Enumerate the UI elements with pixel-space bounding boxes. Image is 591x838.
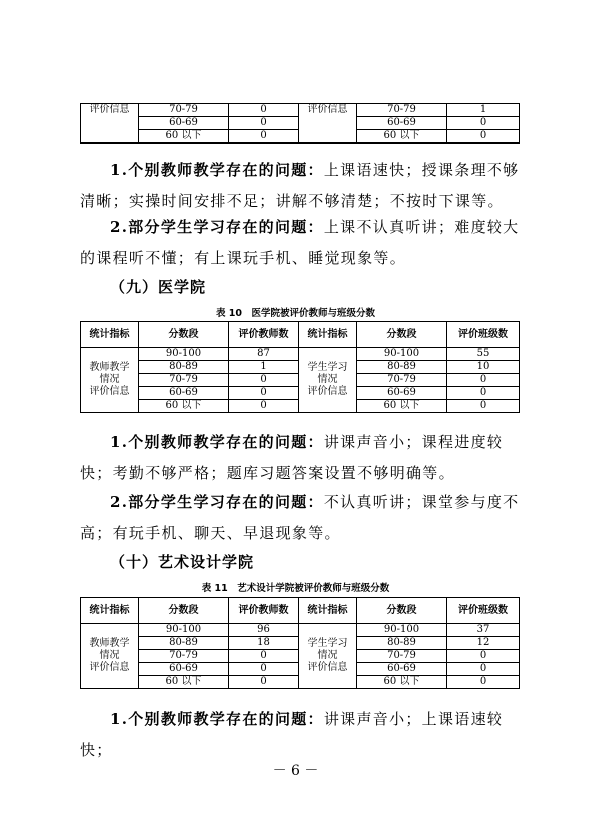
class-count: 1 <box>447 104 520 117</box>
score-range: 60 以下 <box>357 676 447 689</box>
table-caption: 表 11 艺术设计学院被评价教师与班级分数 <box>201 583 390 594</box>
header-cell: 分数段 <box>357 598 447 624</box>
category-label-right: 学生学习 情况 评价信息 <box>299 348 357 413</box>
score-range: 70-79 <box>357 650 447 663</box>
header-cell: 评价班级数 <box>447 322 520 348</box>
paragraph-lead: 1.个别教师教学存在的问题： <box>110 433 324 451</box>
score-range: 60 以下 <box>139 676 229 689</box>
paragraph-text: 讲课声音小；上课语速较快； <box>80 710 504 759</box>
score-range: 60 以下 <box>139 130 229 144</box>
score-range: 80-89 <box>139 361 229 374</box>
score-range: 90-100 <box>139 624 229 637</box>
teacher-count: 0 <box>229 663 299 676</box>
table-art-design-college <box>80 597 520 689</box>
header-cell: 统计指标 <box>81 322 139 348</box>
teacher-count: 87 <box>229 348 299 361</box>
score-range: 60-69 <box>139 663 229 676</box>
teacher-count: 18 <box>229 637 299 650</box>
score-range: 70-79 <box>139 650 229 663</box>
score-range: 90-100 <box>139 348 229 361</box>
score-range: 80-89 <box>357 637 447 650</box>
score-range: 60-69 <box>139 387 229 400</box>
paragraph-teacher-issues <box>80 427 520 489</box>
section-heading: （九）医学院 <box>110 278 207 296</box>
paragraph-text: 上课不认真听讲；难度较大的课程听不懂；有上课玩手机、睡觉现象等。 <box>80 218 520 267</box>
category-label-right: 评价信息 <box>299 104 357 144</box>
score-range: 90-100 <box>357 624 447 637</box>
category-label-left: 教师教学 情况 评价信息 <box>81 348 139 413</box>
score-range: 60-69 <box>357 387 447 400</box>
header-cell: 评价教师数 <box>229 598 299 624</box>
teacher-count: 0 <box>229 650 299 663</box>
paragraph-teacher-issues <box>80 155 520 217</box>
class-count: 0 <box>447 400 520 413</box>
class-count: 0 <box>447 676 520 689</box>
teacher-count: 0 <box>229 374 299 387</box>
score-range: 70-79 <box>357 104 447 117</box>
score-range: 60 以下 <box>357 400 447 413</box>
score-range: 60-69 <box>357 663 447 676</box>
table-medical-college <box>80 321 520 413</box>
paragraph-lead: 1.个别教师教学存在的问题： <box>110 161 324 179</box>
teacher-count: 0 <box>229 104 299 117</box>
header-cell: 评价教师数 <box>229 322 299 348</box>
teacher-count: 0 <box>229 676 299 689</box>
class-count: 0 <box>447 650 520 663</box>
class-count: 12 <box>447 637 520 650</box>
paragraph-teacher-issues <box>80 704 520 766</box>
class-count: 0 <box>447 374 520 387</box>
paragraph-text: 不认真听讲；课堂参与度不高；有玩手机、聊天、早退现象等。 <box>80 493 520 542</box>
class-count: 0 <box>447 387 520 400</box>
score-range: 60-69 <box>357 117 447 130</box>
class-count: 37 <box>447 624 520 637</box>
class-count: 10 <box>447 361 520 374</box>
table-9-continuation <box>80 103 520 144</box>
header-cell: 统计指标 <box>299 322 357 348</box>
score-range: 60 以下 <box>139 400 229 413</box>
teacher-count: 0 <box>229 400 299 413</box>
category-label-left: 教师教学 情况 评价信息 <box>81 624 139 689</box>
header-cell: 分数段 <box>139 322 229 348</box>
teacher-count: 0 <box>229 387 299 400</box>
class-count: 0 <box>447 130 520 144</box>
score-range: 90-100 <box>357 348 447 361</box>
paragraph-lead: 1.个别教师教学存在的问题： <box>110 710 324 728</box>
score-range: 70-79 <box>357 374 447 387</box>
score-range: 80-89 <box>357 361 447 374</box>
page-number: － 6 － <box>272 763 319 779</box>
teacher-count: 0 <box>229 117 299 130</box>
score-range: 60 以下 <box>357 130 447 144</box>
paragraph-student-issues <box>80 487 520 549</box>
header-cell: 统计指标 <box>299 598 357 624</box>
score-range: 70-79 <box>139 374 229 387</box>
class-count: 55 <box>447 348 520 361</box>
table-caption: 表 10 医学院被评价教师与班级分数 <box>215 308 376 319</box>
paragraph-student-issues <box>80 212 520 274</box>
class-count: 0 <box>447 663 520 676</box>
score-range: 80-89 <box>139 637 229 650</box>
section-heading: （十）艺术设计学院 <box>110 553 255 571</box>
header-cell: 统计指标 <box>81 598 139 624</box>
category-label-left: 评价信息 <box>81 104 139 144</box>
header-cell: 评价班级数 <box>447 598 520 624</box>
paragraph-text: 讲课声音小；课程进度较快；考勤不够严格；题库习题答案设置不够明确等。 <box>80 433 504 482</box>
paragraph-lead: 2.部分学生学习存在的问题： <box>110 493 324 511</box>
header-cell: 分数段 <box>139 598 229 624</box>
paragraph-lead: 2.部分学生学习存在的问题： <box>110 218 324 236</box>
class-count: 0 <box>447 117 520 130</box>
header-cell: 分数段 <box>357 322 447 348</box>
score-range: 60-69 <box>139 117 229 130</box>
teacher-count: 96 <box>229 624 299 637</box>
teacher-count: 0 <box>229 130 299 144</box>
category-label-right: 学生学习 情况 评价信息 <box>299 624 357 689</box>
teacher-count: 1 <box>229 361 299 374</box>
paragraph-text: 上课语速快；授课条理不够清晰；实操时间安排不足；讲解不够清楚；不按时下课等。 <box>80 161 520 210</box>
score-range: 70-79 <box>139 104 229 117</box>
